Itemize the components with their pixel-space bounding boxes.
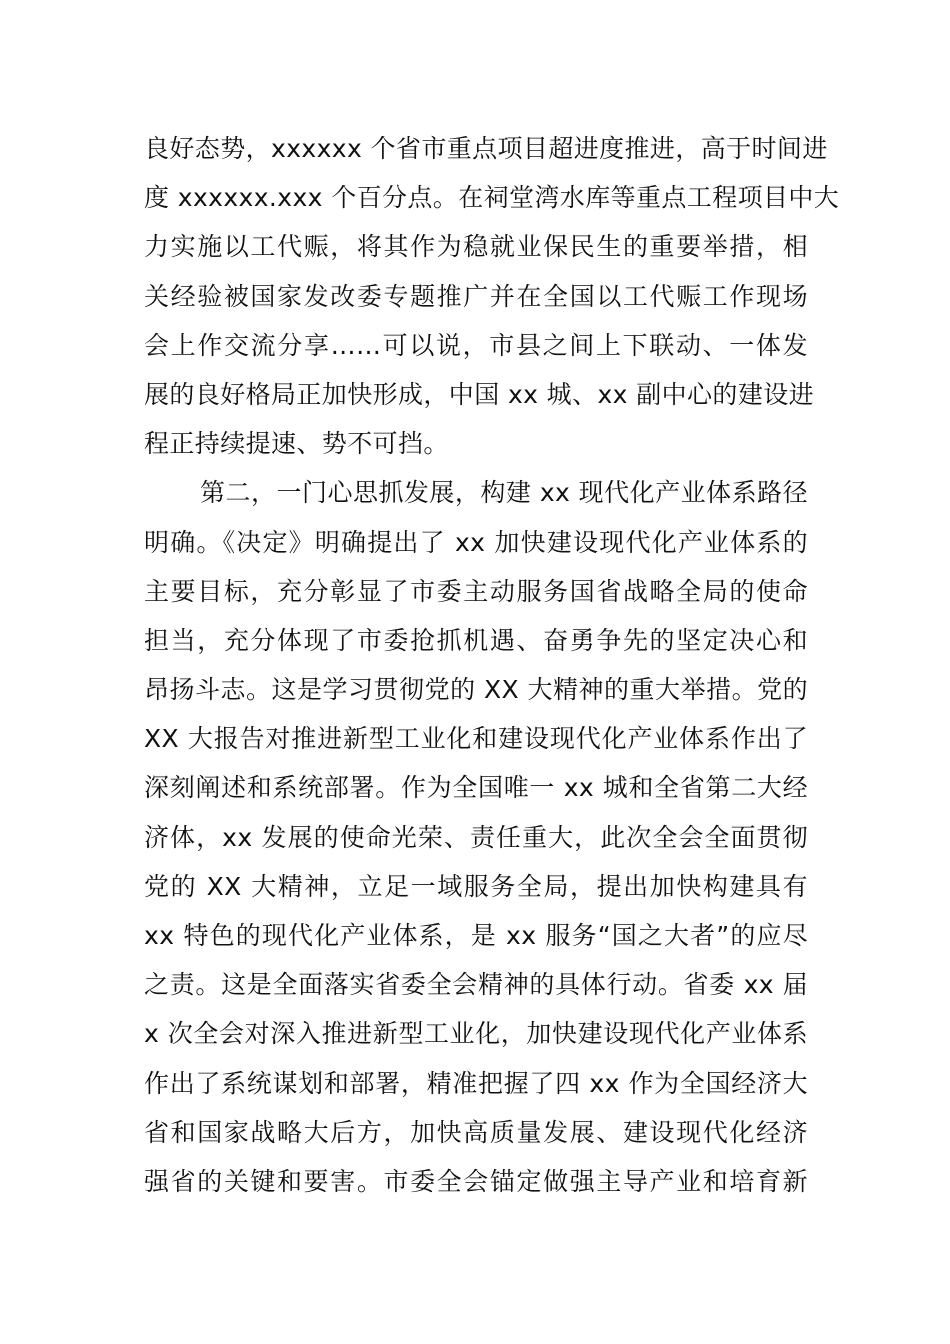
text-line: 力实施以工代赈，将其作为稳就业保民生的重要举措，相: [144, 232, 808, 262]
text-line: xx 特色的现代化产业体系，是 xx 服务“国之大者”的应尽: [144, 921, 808, 950]
text-line: 程正持续提速、势不可挡。: [144, 429, 449, 459]
document-body: [144, 124, 840, 1206]
text-line: 良好态势，xxxxxx 个省市重点项目超进度推进，高于时间进: [144, 134, 828, 163]
text-line: 展的良好格局正加快形成，中国 xx 城、xx 副中心的建设进: [144, 379, 815, 409]
text-line: 强省的关键和要害。市委全会锚定做强主导产业和培育新: [144, 1166, 808, 1196]
paragraph-first-line: 第二，一门心思抓发展，构建 xx 现代化产业体系路径: [200, 478, 808, 508]
text-line: x 次全会对深入推进新型工业化，加快建设现代化产业体系: [144, 1019, 808, 1049]
text-line: 省和国家战略大后方，加快高质量发展、建设现代化经济: [144, 1117, 808, 1147]
text-line: 会上作交流分享……可以说，市县之间上下联动、一体发: [144, 330, 808, 360]
text-line: 关经验被国家发改委专题推广并在全国以工代赈工作现场: [144, 281, 808, 311]
text-line: XX 大报告对推进新型工业化和建设现代化产业体系作出了: [144, 724, 808, 754]
text-line: 担当，充分体现了市委抢抓机遇、奋勇争先的坚定决心和: [144, 625, 808, 655]
text-line: 明确。《决定》明确提出了 xx 加快建设现代化产业体系的: [144, 527, 808, 557]
text-line: 度 xxxxxx.xxx 个百分点。在祠堂湾水库等重点工程项目中大: [144, 183, 840, 213]
text-line: 济体，xx 发展的使命光荣、责任重大，此次全会全面贯彻: [144, 822, 808, 852]
text-line: 深刻阐述和系统部署。作为全国唯一 xx 城和全省第二大经: [144, 773, 808, 803]
text-line: 之责。这是全面落实省委全会精神的具体行动。省委 xx 届: [144, 970, 808, 1000]
text-line: 昂扬斗志。这是学习贯彻党的 XX 大精神的重大举措。党的: [144, 675, 808, 705]
text-line: 党的 XX 大精神，立足一域服务全局，提出加快构建具有: [144, 871, 808, 901]
text-line: 主要目标，充分彰显了市委主动服务国省战略全局的使命: [144, 576, 808, 606]
text-line: 作出了系统谋划和部署，精准把握了四 xx 作为全国经济大: [144, 1068, 808, 1098]
